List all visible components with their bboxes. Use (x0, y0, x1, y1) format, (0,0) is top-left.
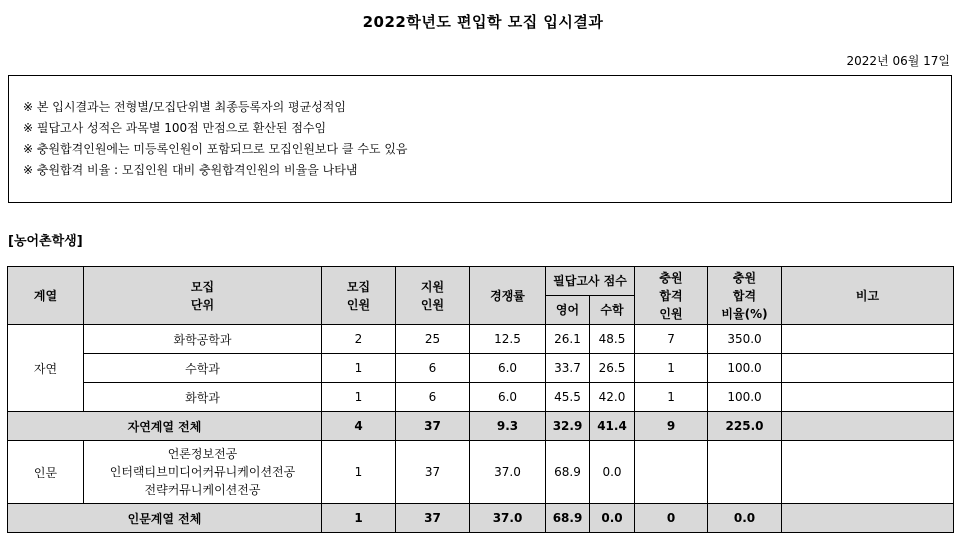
note-line: ※ 필답고사 성적은 과목별 100점 만점으로 환산된 점수임 (23, 121, 327, 135)
header-row (8, 267, 954, 296)
ratio-cell: 37.0 (470, 441, 546, 504)
math-cell: 48.5 (590, 325, 635, 354)
subtotal-label: 인문계열 전체 (8, 504, 322, 533)
english-cell: 68.9 (546, 504, 590, 533)
extra-rate-cell (708, 441, 782, 504)
apply-cell: 37 (396, 504, 470, 533)
header-note: 비고 (782, 267, 954, 325)
header-recruit-line: 모집 (346, 279, 371, 294)
extra-cell: 0 (635, 504, 708, 533)
apply-cell: 6 (396, 383, 470, 412)
report-date: 2022년 06월 17일 (846, 54, 950, 68)
header-field: 계열 (8, 267, 84, 325)
recruit-cell: 2 (322, 325, 396, 354)
header-extra-rate-line: 비율(%) (721, 306, 768, 321)
extra-rate-cell: 100.0 (708, 354, 782, 383)
header-extra-line: 충원 (659, 270, 683, 285)
header-unit-line: 단위 (190, 297, 215, 312)
header-recruit-line: 인원 (346, 297, 371, 312)
unit-line: 언론정보전공 (167, 447, 238, 461)
english-cell: 32.9 (546, 412, 590, 441)
note-line: ※ 충원합격 비율 : 모집인원 대비 충원합격인원의 비율을 나타냄 (23, 163, 358, 177)
note-cell (782, 354, 954, 383)
unit-line: 인터랙티브미디어커뮤니케이션전공 (109, 465, 296, 479)
recruit-cell: 1 (322, 354, 396, 383)
header-exam: 필답고사 점수 (546, 267, 635, 296)
header-extra-rate (708, 267, 782, 325)
header-extra (635, 267, 708, 325)
apply-cell: 25 (396, 325, 470, 354)
subtotal-row (8, 504, 954, 533)
extra-rate-cell: 225.0 (708, 412, 782, 441)
page-title: 2022학년도 편입학 모집 입시결과 (362, 13, 604, 31)
extra-rate-cell: 0.0 (708, 504, 782, 533)
extra-rate-cell: 350.0 (708, 325, 782, 354)
apply-cell: 37 (396, 441, 470, 504)
section-label: [농어촌학생] (8, 234, 83, 249)
unit-cell: 수학과 (84, 354, 322, 383)
ratio-cell: 9.3 (470, 412, 546, 441)
recruit-cell: 4 (322, 412, 396, 441)
table-row (8, 325, 954, 354)
note-line: ※ 본 입시결과는 전형별/모집단위별 최종등록자의 평균성적임 (23, 100, 346, 114)
table-row (8, 441, 954, 504)
apply-cell: 37 (396, 412, 470, 441)
recruit-cell: 1 (322, 504, 396, 533)
note-cell (782, 325, 954, 354)
note-cell (782, 504, 954, 533)
table-row (8, 354, 954, 383)
ratio-cell: 12.5 (470, 325, 546, 354)
english-cell: 33.7 (546, 354, 590, 383)
note-cell (782, 383, 954, 412)
subtotal-row (8, 412, 954, 441)
header-extra-line: 합격 (659, 288, 683, 303)
math-cell: 0.0 (590, 441, 635, 504)
header-extra-rate-line: 합격 (732, 288, 757, 303)
header-apply-line: 지원 (420, 279, 445, 294)
extra-rate-cell: 100.0 (708, 383, 782, 412)
extra-cell: 1 (635, 354, 708, 383)
extra-cell: 1 (635, 383, 708, 412)
math-cell: 26.5 (590, 354, 635, 383)
header-english: 영어 (546, 296, 590, 325)
unit-cell: 화학공학과 (84, 325, 322, 354)
table-row (8, 383, 954, 412)
field-cell: 자연 (8, 325, 84, 412)
extra-cell: 7 (635, 325, 708, 354)
ratio-cell: 37.0 (470, 504, 546, 533)
notes-box (8, 75, 952, 203)
extra-cell: 9 (635, 412, 708, 441)
header-apply (396, 267, 470, 325)
results-table (7, 266, 954, 533)
subtotal-label: 자연계열 전체 (8, 412, 322, 441)
header-unit-line: 모집 (190, 279, 215, 294)
note-cell (782, 441, 954, 504)
extra-cell (635, 441, 708, 504)
apply-cell: 6 (396, 354, 470, 383)
header-apply-line: 인원 (420, 297, 445, 312)
note-line: ※ 충원합격인원에는 미등록인원이 포함되므로 모집인원보다 클 수도 있음 (23, 142, 408, 156)
field-cell: 인문 (8, 441, 84, 504)
ratio-cell: 6.0 (470, 383, 546, 412)
ratio-cell: 6.0 (470, 354, 546, 383)
note-cell (782, 412, 954, 441)
english-cell: 45.5 (546, 383, 590, 412)
header-extra-line: 인원 (659, 306, 683, 321)
recruit-cell: 1 (322, 441, 396, 504)
header-math: 수학 (590, 296, 635, 325)
english-cell: 68.9 (546, 441, 590, 504)
header-ratio: 경쟁률 (470, 267, 546, 325)
english-cell: 26.1 (546, 325, 590, 354)
header-extra-rate-line: 충원 (732, 270, 757, 285)
math-cell: 41.4 (590, 412, 635, 441)
recruit-cell: 1 (322, 383, 396, 412)
unit-line: 전략커뮤니케이션전공 (144, 483, 261, 497)
unit-cell (84, 441, 322, 504)
header-recruit (322, 267, 396, 325)
math-cell: 42.0 (590, 383, 635, 412)
unit-cell: 화학과 (84, 383, 322, 412)
math-cell: 0.0 (590, 504, 635, 533)
header-unit (84, 267, 322, 325)
